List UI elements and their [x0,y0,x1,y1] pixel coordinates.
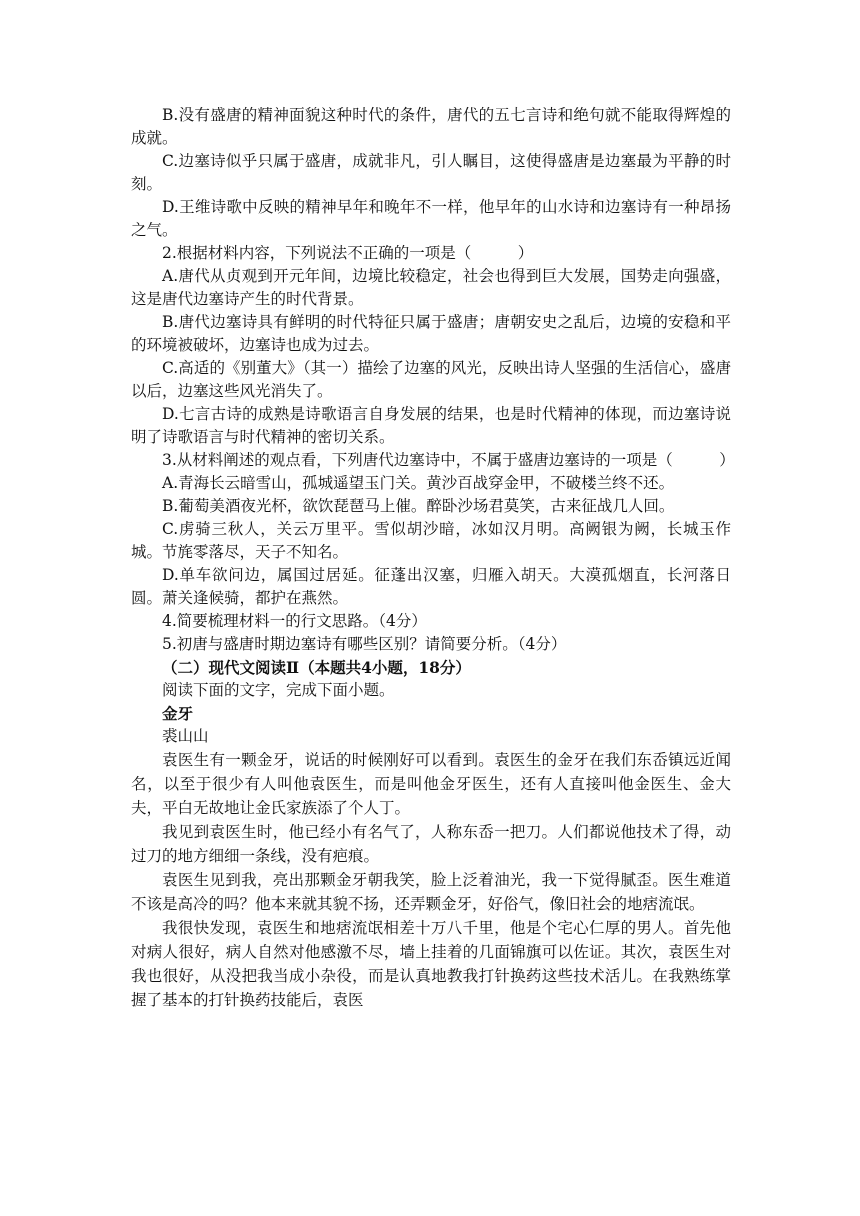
question-2: 2.根据材料内容，下列说法不正确的一项是（ ） [162,244,534,262]
story-paragraph: 袁医生见到我，亮出那颗金牙朝我笑，脸上泛着油光，我一下觉得腻歪。医生难道不该是高冷的吗？他本来就其貌不扬，还弄颗金牙，好俗气，像旧社会的地痞流氓。 [131,871,731,913]
question-3: 3.从材料阐述的观点看，下列唐代边塞诗中，不属于盛唐边塞诗的一项是（ ） [162,451,735,469]
option-d-q2: D.七言古诗的成熟是诗歌语言自身发展的结果，也是时代精神的体现，而边塞诗说明了诗歌语言与时代精神的密切关系。 [131,405,731,446]
question-5: 5.初唐与盛唐时期边塞诗有哪些区别？请简要分析。（4分） [162,635,567,653]
option-a-q2: A.唐代从贞观到开元年间，边境比较稳定，社会也得到巨大发展，国势走向强盛，这是唐代边塞诗产生的时代背景。 [131,267,731,308]
story-author: 裘山山 [162,727,209,745]
option-c-q2: C.高适的《别董大》（其一）描绘了边塞的风光，反映出诗人坚强的生活信心，盛唐以后，边塞这些风光消失了。 [131,359,731,400]
story-paragraph: 我见到袁医生时，他已经小有名气了，人称东岙一把刀。人们都说他技术了得，动过刀的地方细细一条线，没有疤痕。 [131,823,731,865]
option-d-q1: D.王维诗歌中反映的精神早年和晚年不一样，他早年的山水诗和边塞诗有一种昂扬之气。 [131,198,731,239]
option-b-q1: B.没有盛唐的精神面貌这种时代的条件，唐代的五七言诗和绝句就不能取得辉煌的成就。 [131,106,731,147]
story-title: 金牙 [162,704,194,723]
option-b-q2: B.唐代边塞诗具有鲜明的时代特征只属于盛唐；唐朝安史之乱后，边境的安稳和平的环境被破坏，边塞诗也成为过去。 [131,313,731,354]
option-c-q3: C.虏骑三秋人，关云万里平。雪似胡沙暗，冰如汉月明。高阙银为阙，长城玉作城。节旄零落尽，天子不知名。 [131,520,731,561]
option-b-q3: B.葡萄美酒夜光杯，欲饮琵琶马上催。醉卧沙场君莫笑，古来征战几人回。 [162,497,675,515]
question-4: 4.简要梳理材料一的行文思路。（4分） [162,612,427,630]
story-paragraph: 袁医生有一颗金牙，说话的时候刚好可以看到。袁医生的金牙在我们东岙镇远近闻名，以至于很少有人叫他袁医生，而是叫他金牙医生，还有人直接叫他金医生、金大夫，平白无故地让金氏家族添了个人丁。 [131,751,731,817]
option-d-q3: D.单车欲问边，属国过居延。征蓬出汉塞，归雁入胡天。大漠孤烟直，长河落日圆。萧关逢候骑，都护在燕然。 [131,566,731,607]
reading-instruction: 阅读下面的文字，完成下面小题。 [162,681,395,699]
document-body [131,104,735,1012]
section-heading: （二）现代文阅读Ⅱ（本题共4小题，18分） [162,658,471,677]
story-paragraph: 我很快发现，袁医生和地痞流氓相差十万八千里，他是个宅心仁厚的男人。首先他对病人很好，病人自然对他感激不尽，墙上挂着的几面锦旗可以佐证。其次，袁医生对我也很好，从没把我当成小杂役，而是认真地教我打针换药这些技术活儿。在我熟练掌握了基本的打针换药技能后，袁医 [131,919,731,1009]
option-c-q1: C.边塞诗似乎只属于盛唐，成就非凡，引人瞩目，这使得盛唐是边塞最为平静的时刻。 [131,152,731,193]
option-a-q3: A.青海长云暗雪山，孤城遥望玉门关。黄沙百战穿金甲，不破楼兰终不还。 [162,474,675,492]
